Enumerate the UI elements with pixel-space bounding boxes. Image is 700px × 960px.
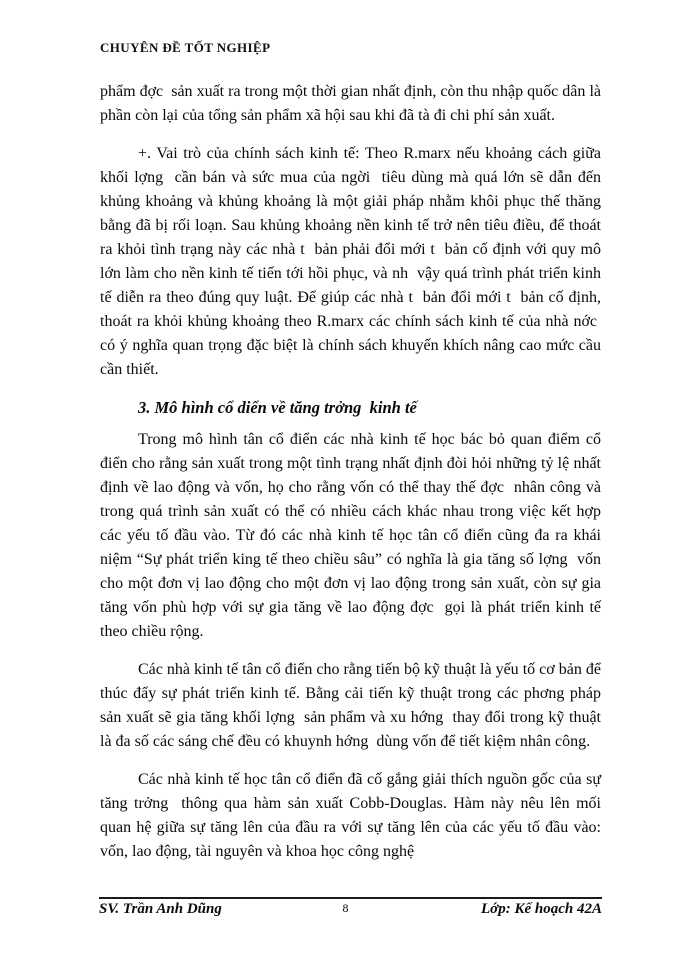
footer-author: SV. Trần Anh Dũng xyxy=(99,901,222,917)
paragraph-technical-progress: Các nhà kinh tế tân cổ điển cho rằng tiến bộ kỹ thuật là yếu tố cơ bản để thúc đẩy sự phát triển kinh tế. Bằng cải tiến kỹ thuật trong các phơng pháp sản xuất sẽ gia tăng khối lợng sản phẩm và xu hớng thay đổi trong kỹ thuật là đa số các sáng chế đều có khuynh hớng dùng vốn để tiết kiệm nhân công. xyxy=(100,661,601,750)
page-footer xyxy=(99,897,602,918)
footer-page-number: 8 xyxy=(342,901,349,915)
paragraph-neoclassical-view: Trong mô hình tân cổ điển các nhà kinh tế học bác bỏ quan điểm cổ điển cho rằng sản xuất trong một tình trạng nhất định đòi hỏi những tỷ lệ nhất định về lao động và vốn, họ cho rằng vốn có thể thay thế đợc nhân công và trong quá trình sản xuất có thể có nhiều cách khác nhau trong việc kết hợp các yếu tố đầu vào. Từ đó các nhà kinh tế học tân cổ điển cũng đa ra khái niệm “Sự phát triển king tế theo chiều sâu” có nghĩa là gia tăng số lợng vốn cho một đơn vị lao động cho một đơn vị lao động trong sản xuất, còn sự gia tăng vốn phù hợp với sự gia tăng về lao động đợc gọi là phát triển kinh tế theo chiều rộng. xyxy=(100,431,601,640)
footer-class: Lớp: Kế hoạch 42A xyxy=(481,901,602,917)
paragraph-cobb-douglas: Các nhà kinh tế học tân cổ điển đã cố gắng giải thích nguồn gốc của sự tăng trởng thông qua hàm sản xuất Cobb-Douglas. Hàm này nêu lên mối quan hệ giữa sự tăng lên của đầu ra với sự tăng lên của các yếu tố đầu vào: vốn, lao động, tài nguyên và khoa học công nghệ xyxy=(100,771,601,860)
paragraph-continuation: phẩm đợc sản xuất ra trong một thời gian nhất định, còn thu nhập quốc dân là phần còn lại của tổng sản phẩm xã hội sau khi đã tà đi chi phí sản xuất. xyxy=(100,83,601,124)
section-heading-classical-growth-model: 3. Mô hình cổ diển về tăng trởng kinh tế xyxy=(138,398,417,417)
paragraph-policy-role: +. Vai trò của chính sách kinh tế: Theo R.marx nếu khoảng cách giữa khối lợng cần bán và sức mua của ngời tiêu dùng mà quá lớn sẽ dẫn đến khủng khoảng và khủng khoảng là một giải pháp nhằm khôi phục thế thăng bằng đã bị rối loạn. Sau khủng khoảng nền kinh tế trở nên tiêu điều, để thoát ra khỏi tình trạng này các nhà t bản phải đổi mới t bản cố định với quy mô lớn làm cho nền kinh tế tiến tới hồi phục, và nh vậy quá trình phát triển kinh tế diễn ra theo đúng quy luật. Để giúp các nhà t bản đổi mới t bản cố định, thoát ra khỏi khủng khoảng theo R.marx các chính sách kinh tế của nhà nớc có ý nghĩa quan trọng đặc biệt là chính sách khuyến khích nâng cao mức cầu cần thiết. xyxy=(100,145,601,378)
running-header: CHUYÊN ĐỀ TỐT NGHIỆP xyxy=(100,40,271,55)
body-column xyxy=(100,80,601,878)
